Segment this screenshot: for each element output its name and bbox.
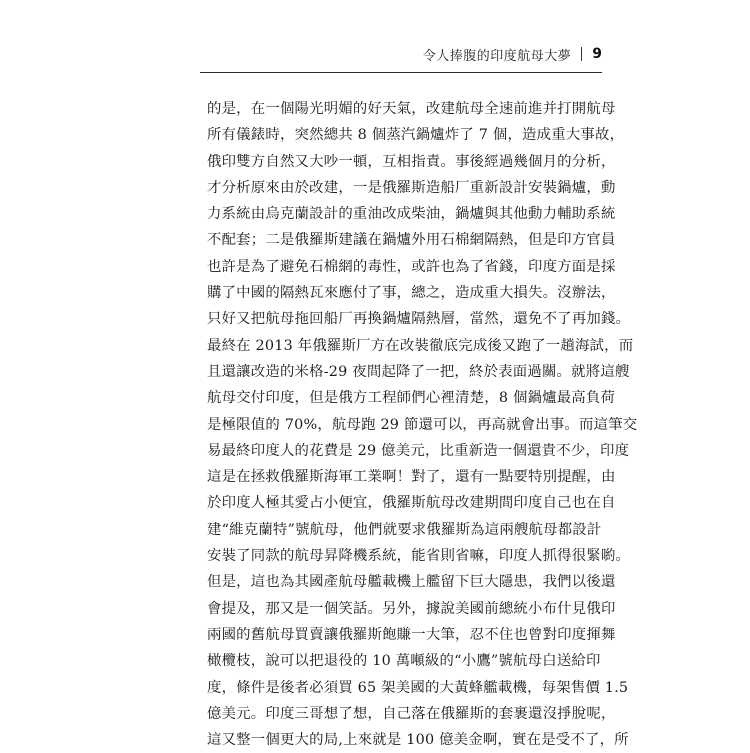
- text-line: 會提及，那又是一個笑話。另外，據說美國前總統小布什見俄印: [207, 600, 616, 617]
- text-line: 也許是為了避免石棉網的毒性，或許也為了省錢，印度方面是採: [207, 258, 616, 275]
- body-text: [207, 96, 638, 753]
- text-line: 安裝了同款的航母昇降機系統，能省則省嘛，印度人抓得很緊喲。: [207, 548, 631, 565]
- header-divider: [581, 47, 582, 61]
- text-line: 才分析原來由於改建，一是俄羅斯造船厂重新設計安裝鍋爐，動: [207, 179, 616, 196]
- text-line: 購了中國的隔熱瓦來應付了事，總之，造成重大損失。沒辦法，: [207, 285, 616, 302]
- text-line: 這是在拯救俄羅斯海軍工業啊！對了，還有一點要特別提醒，由: [207, 469, 616, 486]
- text-line: 易最終印度人的花費是 29 億美元，比重新造一個還貴不少，印度: [207, 442, 630, 459]
- page-number: 9: [592, 46, 602, 62]
- text-line: 於印度人極其愛占小便宜，俄羅斯航母改建期間印度自己也在自: [207, 495, 616, 512]
- running-header: [200, 42, 602, 73]
- text-line: 這又整一個更大的局,上來就是 100 億美金啊，實在是受不了，所: [207, 732, 629, 749]
- text-line: 航母交付印度，但是俄方工程師們心裡清楚，8 個鍋爐最高負荷: [207, 390, 616, 407]
- text-line: 只好又把航母拖回船厂再換鍋爐隔熱層，當然，還免不了再加錢。: [207, 311, 631, 328]
- running-header-title: 令人捧腹的印度航母大夢: [422, 48, 572, 64]
- text-line: 億美元。印度三哥想了想，自己落在俄羅斯的套裹還沒掙脫呢，: [207, 705, 616, 722]
- text-line: 最終在 2013 年俄羅斯厂方在改裝徹底完成後又跑了一趟海試，而: [207, 337, 634, 354]
- text-line: 兩國的舊航母買賣讓俄羅斯飽賺一大筆，忍不住也曾對印度揮舞: [207, 626, 616, 643]
- text-line: 且還讓改造的米格-29 夜間起降了一把，終於表面過關。就將這艘: [207, 363, 630, 380]
- text-line: 橄欖枝，說可以把退役的 10 萬噸級的“小鷹”號航母白送給印: [207, 653, 601, 670]
- text-line: 的是，在一個陽光明媚的好天氣，改建航母全速前進并打開航母: [207, 101, 616, 117]
- text-line: 是極限值的 70%，航母跑 29 節還可以，再高就會出事。而這筆交: [207, 416, 638, 433]
- text-line: 建“維克蘭特”號航母，他們就要求俄羅斯為這兩艘航母都設計: [207, 521, 602, 538]
- text-line: 所有儀錶時，突然總共 8 個蒸汽鍋爐炸了 7 個，造成重大事故，: [207, 127, 625, 144]
- text-line: 度，條件是後者必須買 65 架美國的大黃蜂艦載機，每架售價 1.5: [207, 679, 629, 696]
- text-line: 不配套；二是俄羅斯建議在鍋爐外用石棉網隔熱，但是印方官員: [207, 232, 616, 249]
- text-line: 力系統由烏克蘭設計的重油改成柴油，鍋爐與其他動力輔助系統: [207, 206, 616, 223]
- text-line: 但是，這也為其國產航母艦載機上艦留下巨大隱患，我們以後還: [207, 574, 616, 591]
- text-line: 俄印雙方自然又大吵一頓，互相指責。事後經過幾個月的分析，: [207, 153, 616, 170]
